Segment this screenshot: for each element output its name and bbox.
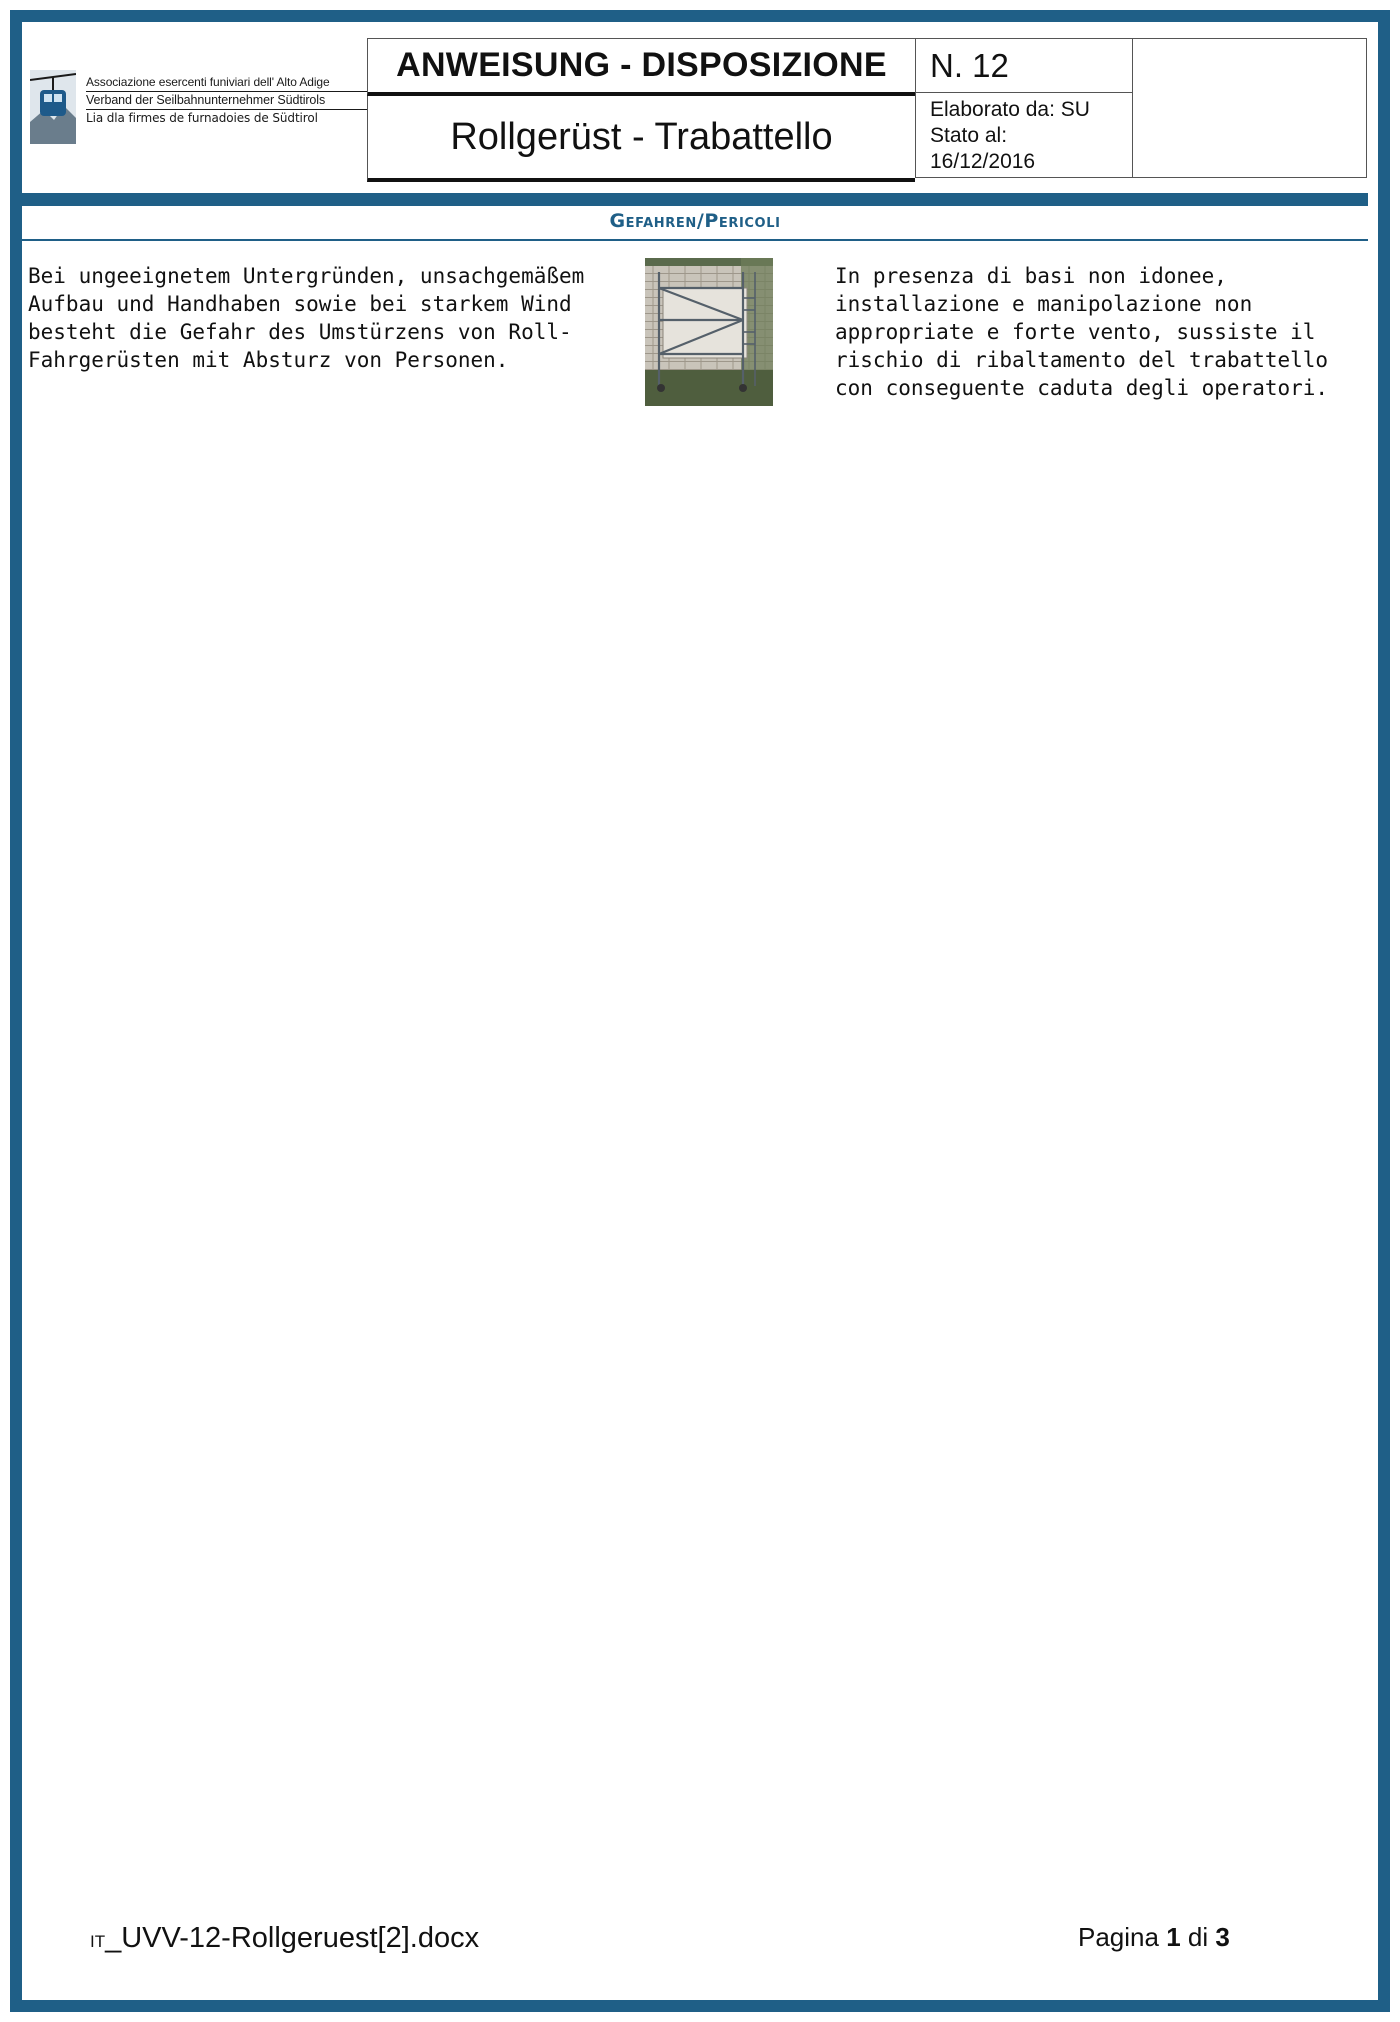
elaborato-label: Elaborato da: SU xyxy=(930,98,1090,121)
document-title: ANWEISUNG - DISPOSIZIONE xyxy=(367,38,915,96)
section-title: Gefahren/Pericoli xyxy=(22,206,1368,241)
logo-line-ladin: Lia dla firmes de furnadoies de Südtirol xyxy=(86,111,318,125)
page-total: 3 xyxy=(1215,1922,1230,1952)
association-logo xyxy=(30,70,366,146)
logo-line-italian: Associazione esercenti funiviari dell' Alto Adige xyxy=(86,74,368,92)
section-header xyxy=(22,193,1368,241)
filename-text: _UVV-12-Rollgeruest[2].docx xyxy=(105,1922,480,1954)
hazard-text-german: Bei ungeeignetem Untergründen, unsachgemäßem Aufbau und Handhaben sowie bei starkem Wind besteht die Gefahr des Umstürzens von Roll-Fahrgerüsten mit Absturz von Personen. xyxy=(28,264,585,372)
logo-line-german: Verband der Seilbahnunternehmer Südtirols xyxy=(86,92,368,110)
page-indicator xyxy=(1078,1922,1230,1953)
hazard-text-italian: In presenza di basi non idonee, installazione e manipolazione non appropriate e forte vento, sussiste il rischio di ribaltamento del trabattello con conseguente caduta degli operatori. xyxy=(835,264,1329,400)
document-number: N. 12 xyxy=(915,38,1132,93)
stato-date: 16/12/2016 xyxy=(930,150,1036,173)
cable-car-logo-icon xyxy=(30,70,76,144)
page-current: 1 xyxy=(1166,1922,1181,1952)
document-meta xyxy=(915,93,1132,178)
stato-label: Stato al: xyxy=(930,124,1008,147)
header-empty-cell xyxy=(1132,38,1367,178)
document-subtitle: Rollgerüst - Trabattello xyxy=(367,96,915,182)
footer-filename xyxy=(90,1922,479,1955)
page-of: di xyxy=(1187,1922,1209,1952)
scaffold-photo xyxy=(645,258,773,406)
filename-prefix: IT xyxy=(90,1932,106,1951)
page-word: Pagina xyxy=(1078,1922,1159,1952)
